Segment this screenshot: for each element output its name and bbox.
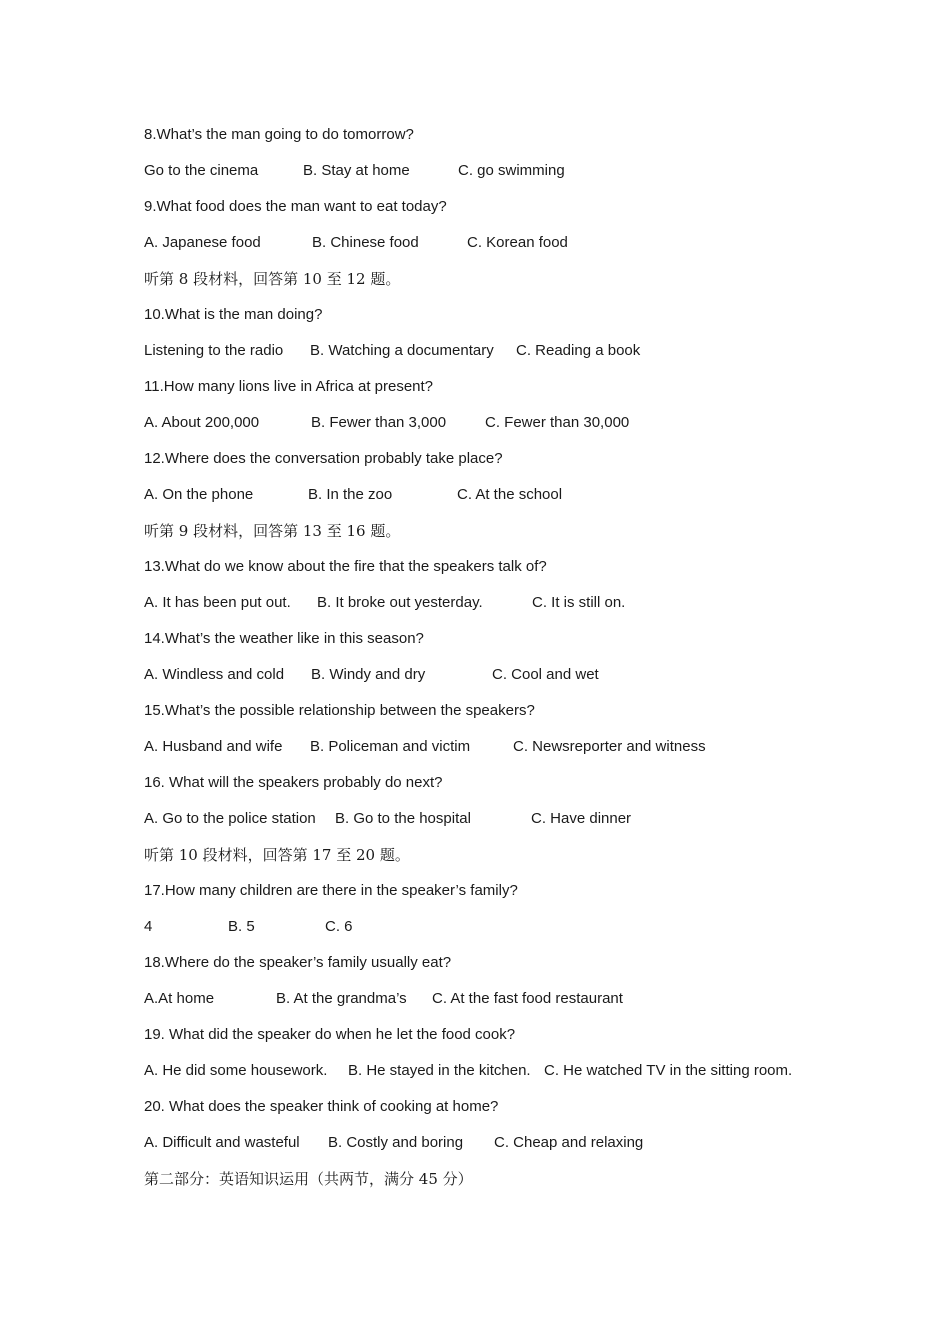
option-b: B. At the grandma’s	[276, 990, 407, 1007]
section-heading-8: 听第 8 段材料，回答第 10 至 12 题。	[144, 270, 401, 288]
question-10: 10.What is the man doing?	[144, 306, 323, 323]
option-c: C. At the fast food restaurant	[432, 990, 623, 1007]
option-c: C. go swimming	[458, 162, 565, 179]
option-b: B. Fewer than 3,000	[311, 414, 447, 431]
option-a: A. He did some housework.	[144, 1062, 328, 1079]
option-b: B. In the zoo	[308, 486, 393, 503]
option-a: A. Go to the police station	[144, 810, 316, 827]
section-heading-9: 听第 9 段材料，回答第 13 至 16 题。	[144, 522, 401, 540]
option-a: A. Difficult and wasteful	[144, 1134, 300, 1151]
options-11	[144, 410, 864, 446]
options-8	[144, 158, 864, 194]
option-c: C. Reading a book	[516, 342, 641, 359]
option-c: C. Fewer than 30,000	[485, 414, 630, 431]
options-20	[144, 1130, 864, 1166]
question-13: 13.What do we know about the fire that the speakers talk of?	[144, 558, 547, 575]
option-c: C. It is still on.	[532, 594, 626, 611]
option-b: B. He stayed in the kitchen.	[348, 1062, 531, 1079]
option-c: C. He watched TV in the sitting room.	[544, 1062, 793, 1079]
question-20: 20. What does the speaker think of cooking at home?	[144, 1098, 499, 1115]
option-b: B. Policeman and victim	[310, 738, 471, 755]
question-12: 12.Where does the conversation probably take place?	[144, 450, 503, 467]
option-a: A. It has been put out.	[144, 594, 291, 611]
question-16: 16. What will the speakers probably do next?	[144, 774, 443, 791]
option-a: A. On the phone	[144, 486, 254, 503]
options-15	[144, 734, 864, 770]
question-15: 15.What’s the possible relationship between the speakers?	[144, 702, 535, 719]
option-a: Go to the cinema	[144, 162, 259, 179]
option-a: Listening to the radio	[144, 342, 284, 359]
option-b: B. Watching a documentary	[310, 342, 494, 359]
question-19: 19. What did the speaker do when he let the food cook?	[144, 1026, 516, 1043]
options-13	[144, 590, 864, 626]
options-19	[144, 1058, 864, 1094]
options-10	[144, 338, 864, 374]
option-a: A. Windless and cold	[144, 666, 285, 683]
option-a: A.At home	[144, 990, 215, 1007]
part-two-heading: 第二部分：英语知识运用（共两节，满分 45 分）	[144, 1170, 473, 1188]
question-14: 14.What’s the weather like in this season?	[144, 630, 424, 647]
option-a: A. Japanese food	[144, 234, 261, 251]
option-c: C. Korean food	[467, 234, 568, 251]
option-c: C. Cool and wet	[492, 666, 599, 683]
option-c: C. 6	[325, 918, 353, 935]
options-18	[144, 986, 864, 1022]
option-b: B. Windy and dry	[311, 666, 426, 683]
options-12	[144, 482, 864, 518]
question-8: 8.What’s the man going to do tomorrow?	[144, 126, 414, 143]
question-11: 11.How many lions live in Africa at present?	[144, 378, 434, 395]
option-b: B. Go to the hospital	[335, 810, 471, 827]
question-17: 17.How many children are there in the speaker’s family?	[144, 882, 518, 899]
option-b: B. Chinese food	[312, 234, 419, 251]
option-a: A. About 200,000	[144, 414, 260, 431]
option-b: B. Costly and boring	[328, 1134, 464, 1151]
option-c: C. Have dinner	[531, 810, 632, 827]
options-9	[144, 230, 864, 266]
question-18: 18.Where do the speaker’s family usually eat?	[144, 954, 452, 971]
option-a: 4	[144, 918, 153, 935]
option-b: B. It broke out yesterday.	[317, 594, 483, 611]
option-a: A. Husband and wife	[144, 738, 283, 755]
options-16	[144, 806, 864, 842]
option-b: B. Stay at home	[303, 162, 410, 179]
exam-page	[144, 122, 864, 1202]
option-c: C. At the school	[457, 486, 563, 503]
option-b: B. 5	[228, 918, 255, 935]
options-17	[144, 914, 864, 950]
question-9: 9.What food does the man want to eat today?	[144, 198, 447, 215]
options-14	[144, 662, 864, 698]
option-c: C. Newsreporter and witness	[513, 738, 706, 755]
section-heading-10: 听第 10 段材料，回答第 17 至 20 题。	[144, 846, 410, 864]
option-c: C. Cheap and relaxing	[494, 1134, 644, 1151]
